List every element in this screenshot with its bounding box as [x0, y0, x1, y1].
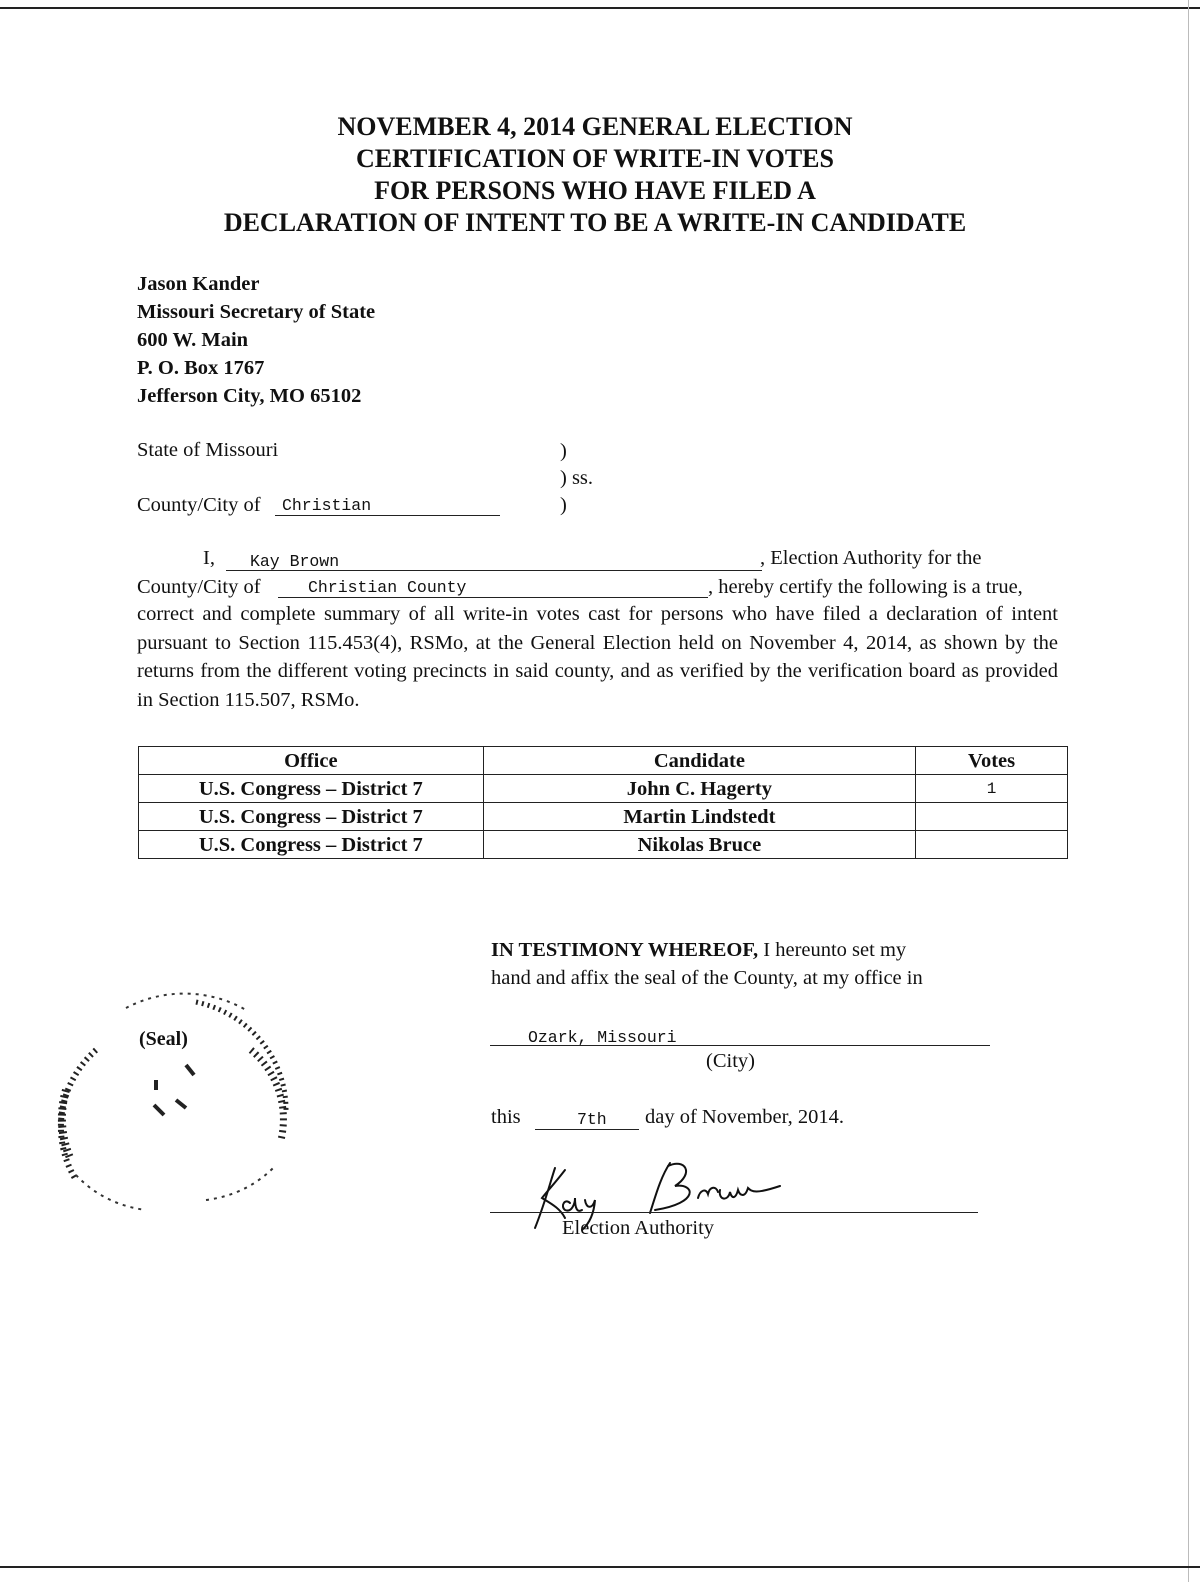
candidate-cell: Martin Lindstedt	[483, 803, 916, 831]
top-border-line	[0, 7, 1200, 9]
candidate-cell: John C. Hagerty	[483, 775, 916, 803]
header-office: Office	[139, 747, 484, 775]
table-header-row	[139, 747, 1068, 775]
title-line-1: NOVEMBER 4, 2014 GENERAL ELECTION	[337, 112, 853, 141]
testimony-line-1	[491, 936, 906, 964]
testimony-city-value: Ozark, Missouri	[528, 1028, 677, 1047]
cert-county-value: Christian County	[308, 578, 467, 597]
write-in-votes-table	[138, 746, 1068, 859]
recipient-street: 600 W. Main	[137, 329, 249, 351]
cert-after-county: , hereby certify the following is a true,	[708, 576, 1023, 598]
testimony-day-underline	[535, 1129, 639, 1130]
testimony-city-label: (City)	[706, 1050, 755, 1072]
office-cell: U.S. Congress – District 7	[139, 775, 484, 803]
table-row	[139, 803, 1068, 831]
header-candidate: Candidate	[483, 747, 916, 775]
signer-label: Election Authority	[562, 1217, 715, 1239]
recipient-name: Jason Kander	[137, 273, 260, 295]
venue-paren-2: ) ss.	[560, 467, 594, 489]
office-cell: U.S. Congress – District 7	[139, 803, 484, 831]
venue-paren-3: )	[560, 494, 567, 516]
recipient-office: Missouri Secretary of State	[137, 301, 376, 323]
recipient-po-box: P. O. Box 1767	[137, 357, 265, 379]
cert-i-label: I,	[203, 547, 215, 569]
office-cell: U.S. Congress – District 7	[139, 831, 484, 859]
testimony-line-2: hand and affix the seal of the County, at my office in	[491, 967, 923, 989]
venue-paren-1: )	[560, 440, 567, 462]
cert-body-text: correct and complete summary of all write-in votes cast for persons who have filed a declaration of intent pursuant to Section 115.453(4), RSMo, at the General Election held on November 4, 2014, as shown by the returns from the different voting precincts in said county, and as verified by the verification board as provided in Section 115.507, RSMo.	[137, 603, 1058, 711]
bottom-border-line	[0, 1566, 1200, 1568]
testimony-bold-lead: IN TESTIMONY WHEREOF,	[491, 939, 759, 961]
recipient-city-line: Jefferson City, MO 65102	[137, 385, 362, 407]
testimony-city-underline	[490, 1045, 990, 1046]
testimony-day-rest: day of November, 2014.	[645, 1106, 845, 1128]
testimony-line-1-rest: I hereunto set my	[758, 939, 907, 961]
venue-county-underline	[275, 515, 500, 516]
county-seal-stamp	[36, 990, 306, 1230]
votes-cell	[916, 803, 1068, 831]
cert-after-name: , Election Authority for the	[760, 547, 982, 569]
venue-county-label: County/City of	[137, 494, 261, 516]
cert-county-label: County/City of	[137, 576, 261, 598]
venue-county-value: Christian	[282, 496, 372, 515]
cert-authority-name: Kay Brown	[250, 552, 340, 571]
votes-cell: 1	[916, 775, 1068, 803]
table-row	[139, 775, 1068, 803]
candidate-cell: Nikolas Bruce	[483, 831, 916, 859]
testimony-day-value: 7th	[577, 1110, 607, 1129]
testimony-this-label: this	[491, 1106, 521, 1128]
votes-cell	[916, 831, 1068, 859]
seal-label: (Seal)	[139, 1028, 188, 1050]
title-line-3: FOR PERSONS WHO HAVE FILED A	[374, 176, 816, 205]
cert-county-underline	[278, 597, 708, 598]
table-row	[139, 831, 1068, 859]
signature-underline	[490, 1212, 978, 1213]
header-votes: Votes	[916, 747, 1068, 775]
cert-authority-underline	[226, 570, 762, 571]
title-line-4: DECLARATION OF INTENT TO BE A WRITE-IN CANDIDATE	[223, 208, 967, 237]
state-label: State of Missouri	[137, 439, 279, 461]
title-line-2: CERTIFICATION OF WRITE-IN VOTES	[356, 144, 834, 173]
